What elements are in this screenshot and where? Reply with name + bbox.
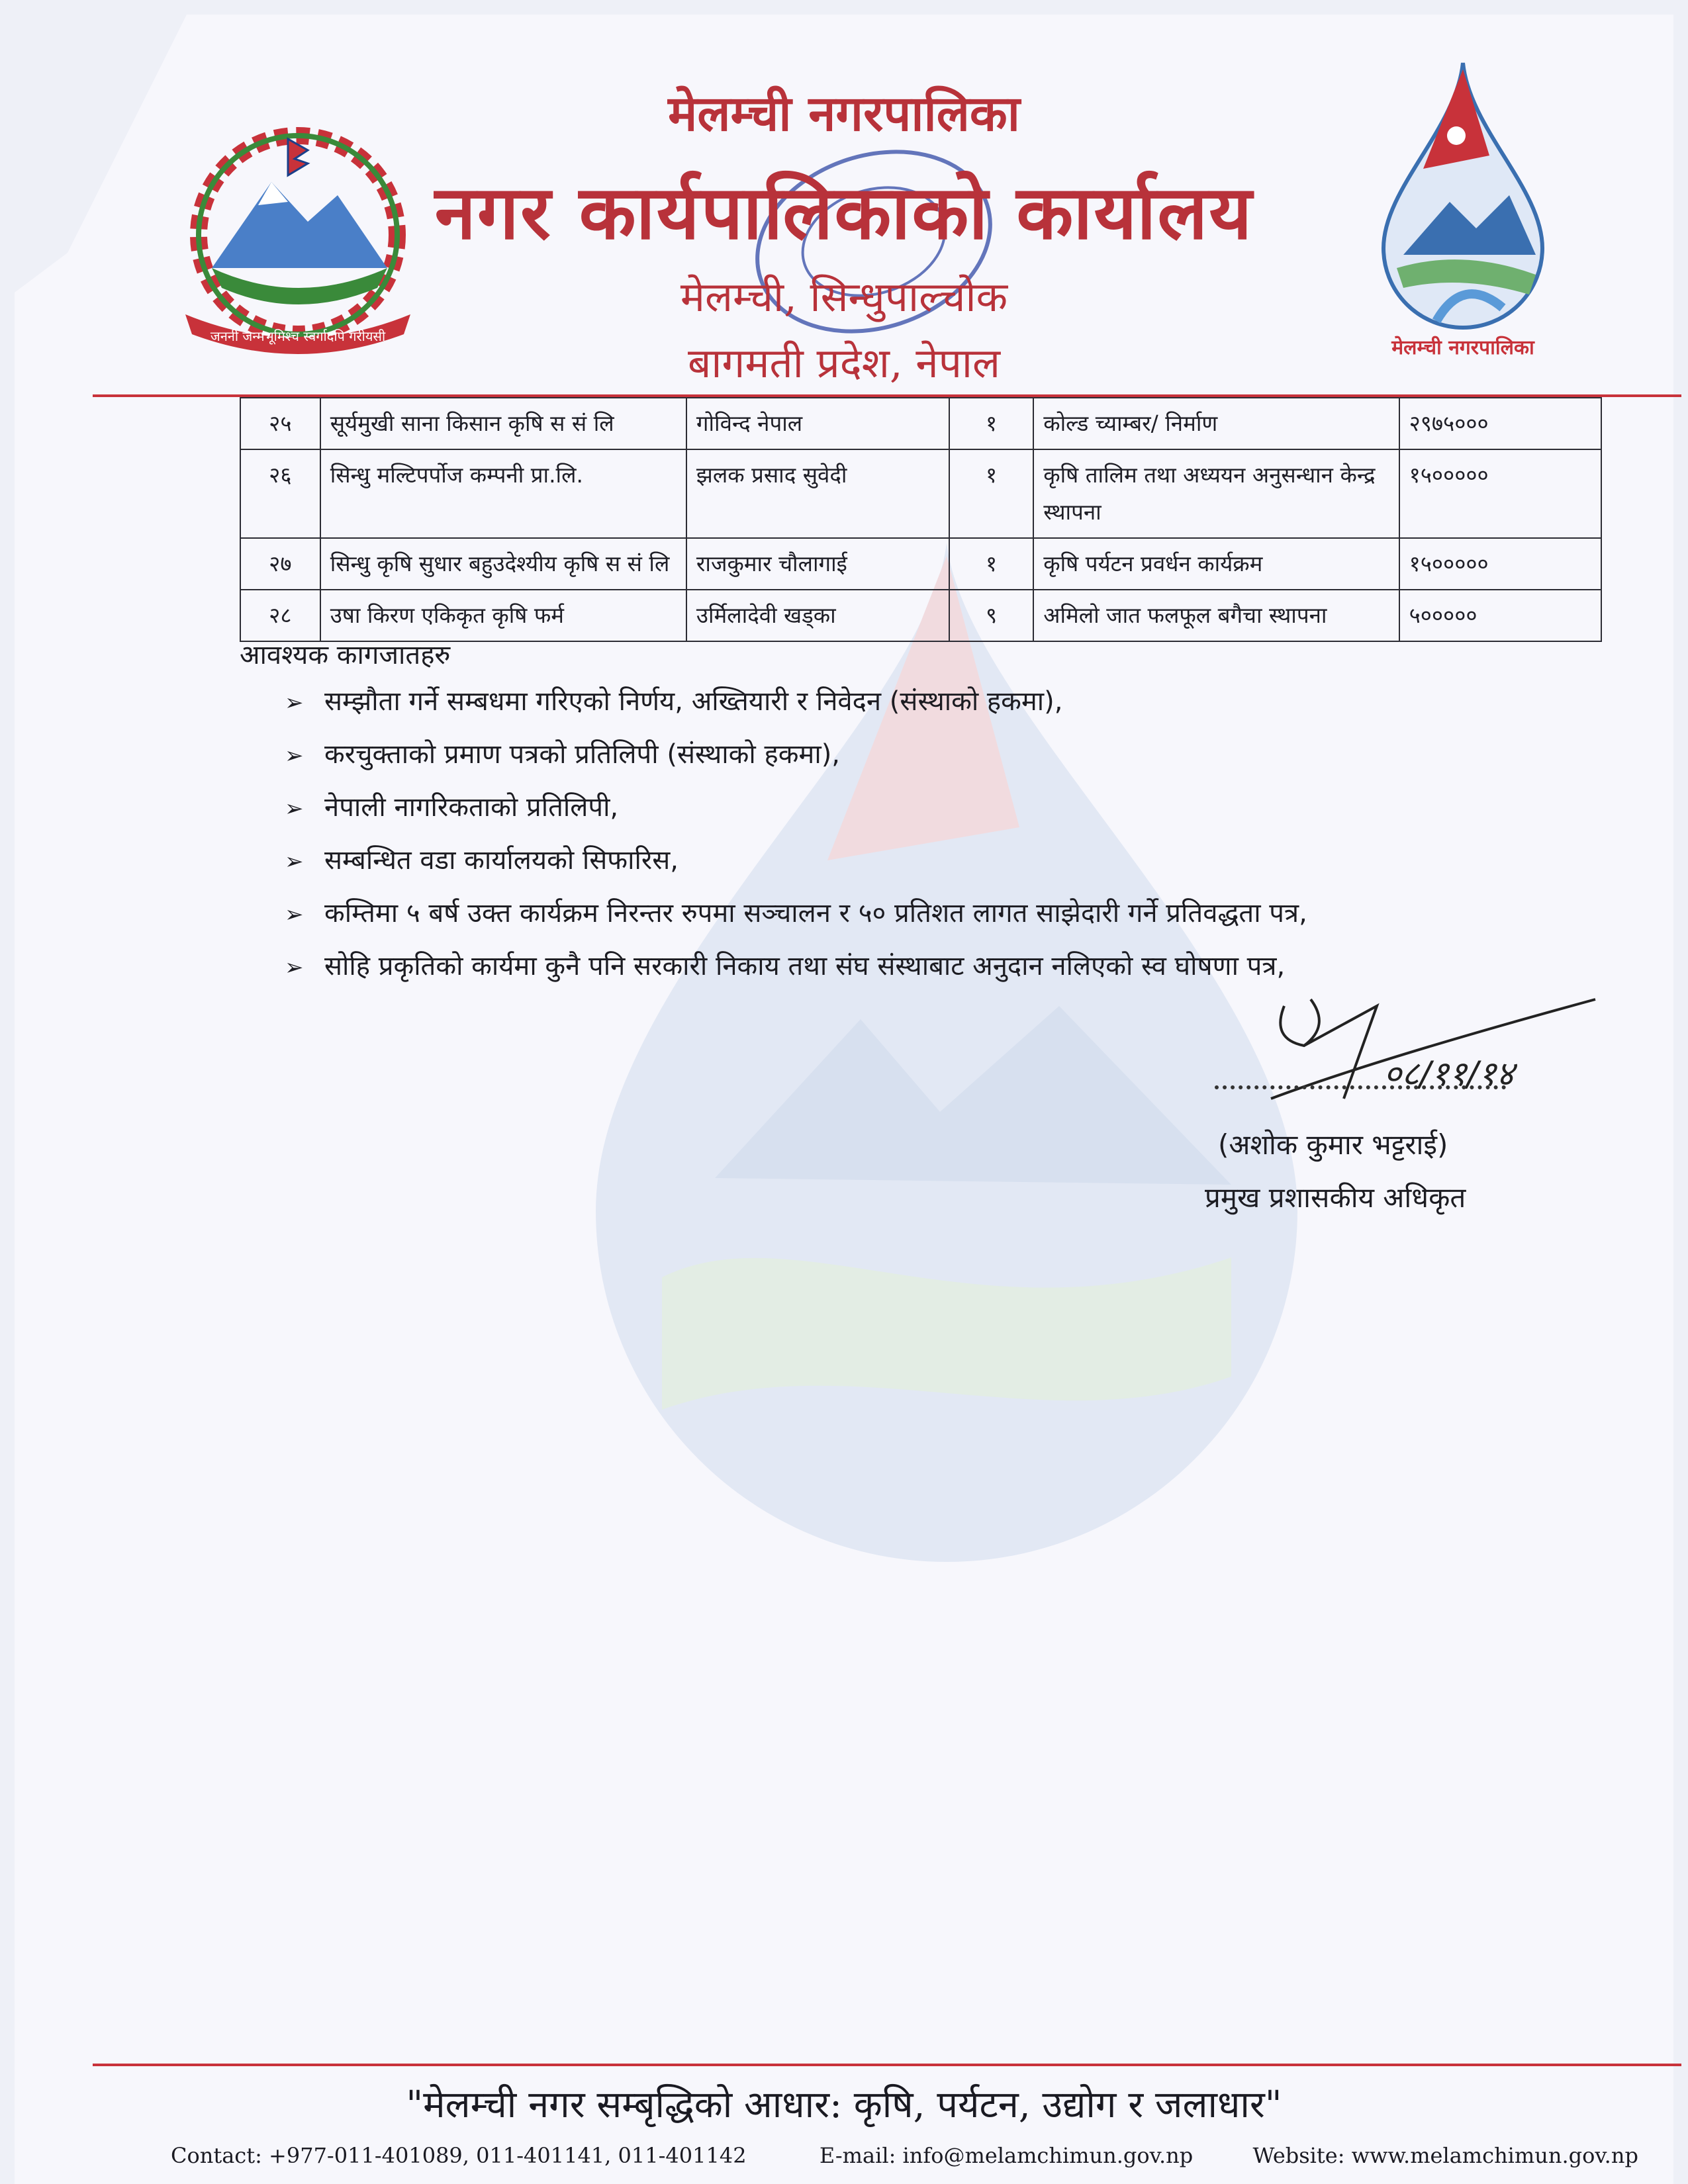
office-name: नगर कार्यपालिकाको कार्यालय (434, 169, 1254, 256)
list-item (285, 728, 1628, 781)
table-row (240, 538, 1601, 590)
serial-number-cell: २८ (240, 590, 320, 641)
logo-caption: मेलम्ची नगरपालिका (1391, 336, 1534, 359)
footer-divider (93, 2064, 1681, 2066)
office-province: बागमती प्रदेश, नेपाल (687, 339, 1001, 387)
requirements-list (285, 675, 1628, 993)
amount-cell: १५००००० (1399, 449, 1601, 538)
emblem-motto: जननी जन्मभूमिश्च स्वर्गादपि गरीयसी (210, 328, 386, 344)
ward-cell: १ (949, 538, 1033, 590)
requirement-text: सम्झौता गर्ने सम्बधमा गरिएको निर्णय, अख्तियारी र निवेदन (संस्थाको हकमा), (324, 686, 1063, 717)
signature-date: ०८/११/१४ (1383, 1054, 1515, 1094)
list-item (285, 834, 1628, 887)
table-row (240, 449, 1601, 538)
requirement-text: कम्तिमा ५ बर्ष उक्त कार्यक्रम निरन्तर रुपमा सञ्चालन र ५० प्रतिशत लागत साझेदारी गर्ने प्रतिवद्धता पत्र, (324, 898, 1307, 929)
bullet-arrow-icon: ➢ (285, 743, 304, 769)
bullet-arrow-icon: ➢ (285, 796, 304, 822)
requirement-text: सोहि प्रकृतिको कार्यमा कुनै पनि सरकारी निकाय तथा संघ संस्थाबाट अनुदान नलिएको स्व घोषणा पत्र, (324, 951, 1286, 981)
footer-contact-row (171, 2143, 1638, 2168)
grant-recipient-table (240, 397, 1602, 642)
bullet-arrow-icon: ➢ (285, 848, 304, 875)
ward-cell: १ (949, 398, 1033, 449)
ward-cell: १ (949, 449, 1033, 538)
serial-number-cell: २५ (240, 398, 320, 449)
footer-email[interactable]: E-mail: info@melamchimun.gov.np (819, 2143, 1194, 2168)
requirement-text: सम्बन्धित वडा कार्यालयको सिफारिस, (324, 845, 679, 876)
municipality-name: मेलम्ची नगरपालिका (668, 85, 1020, 142)
bullet-arrow-icon: ➢ (285, 954, 304, 981)
office-location: मेलम्ची, सिन्धुपाल्चोक (680, 273, 1008, 321)
footer-slogan: "मेलम्ची नगर सम्बृद्धिको आधार: कृषि, पर्यटन, उद्योग र जलाधार" (406, 2083, 1282, 2126)
serial-number-cell: २७ (240, 538, 320, 590)
table-row (240, 398, 1601, 449)
program-cell: कृषि तालिम तथा अध्ययन अनुसन्धान केन्द्र स्थापना (1033, 449, 1399, 538)
requirement-text: नेपाली नागरिकताको प्रतिलिपी, (324, 792, 619, 823)
contact-person-cell: झलक प्रसाद सुवेदी (686, 449, 949, 538)
ward-cell: ९ (949, 590, 1033, 641)
contact-person-cell: उर्मिलादेवी खड्का (686, 590, 949, 641)
requirement-text: करचुक्ताको प्रमाण पत्रको प्रतिलिपी (संस्थाको हकमा), (324, 739, 841, 770)
program-cell: कोल्ड च्याम्बर/ निर्माण (1033, 398, 1399, 449)
list-item (285, 675, 1628, 728)
footer-website[interactable]: Website: www.melamchimun.gov.np (1252, 2143, 1638, 2168)
amount-cell: ५००००० (1399, 590, 1601, 641)
organization-name-cell: सूर्यमुखी साना किसान कृषि स सं लि (320, 398, 686, 449)
requirements-title: आवश्यक कागजातहरु (240, 640, 451, 670)
table-row (240, 590, 1601, 641)
bullet-arrow-icon: ➢ (285, 690, 304, 716)
handwritten-signature-icon (1244, 986, 1615, 1118)
amount-cell: २९७५००० (1399, 398, 1601, 449)
list-item (285, 781, 1628, 834)
program-cell: कृषि पर्यटन प्रवर्धन कार्यक्रम (1033, 538, 1399, 590)
contact-person-cell: राजकुमार चौलागाई (686, 538, 949, 590)
amount-cell: १५००००० (1399, 538, 1601, 590)
footer-phone: Contact: +977-011-401089, 011-401141, 011-401142 (171, 2143, 747, 2168)
organization-name-cell: सिन्धु मल्टिपर्पोज कम्पनी प्रा.लि. (320, 449, 686, 538)
program-cell: अमिलो जात फलफूल बगैचा स्थापना (1033, 590, 1399, 641)
signatory-designation: प्रमुख प्रशासकीय अधिकृत (1205, 1181, 1466, 1214)
signature-line (1215, 1085, 1506, 1089)
organization-name-cell: सिन्धु कृषि सुधार बहुउदेश्यीय कृषि स सं लि (320, 538, 686, 590)
serial-number-cell: २६ (240, 449, 320, 538)
organization-name-cell: उषा किरण एकिकृत कृषि फर्म (320, 590, 686, 641)
list-item (285, 887, 1628, 940)
list-item (285, 940, 1628, 993)
bullet-arrow-icon: ➢ (285, 901, 304, 928)
signatory-name: (अशोक कुमार भट्टराई) (1218, 1128, 1448, 1161)
contact-person-cell: गोविन्द नेपाल (686, 398, 949, 449)
